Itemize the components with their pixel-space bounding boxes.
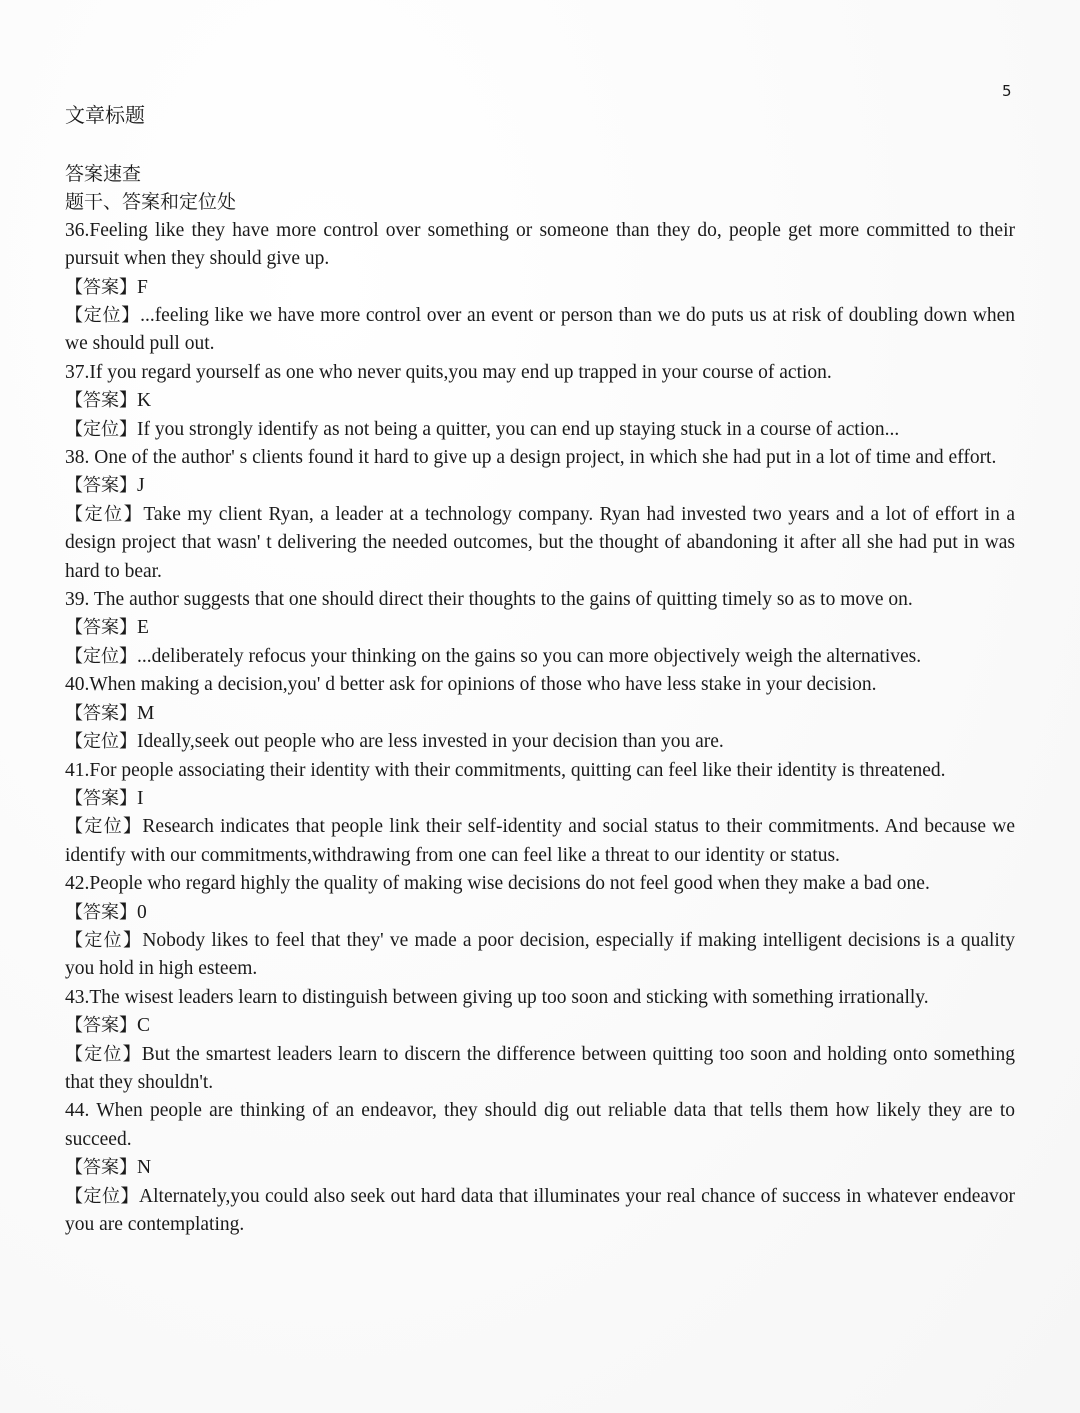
location-text: Research indicates that people link their self-identity and social status to their commitments. And because we identify with our commitments,withdrawing from one can feel like a threat to our identity or status. bbox=[65, 816, 1015, 866]
question-text: 39. The author suggests that one should direct their thoughts to the gains of quitting timely so as to move on. bbox=[65, 589, 913, 611]
location-text: Alternately,you could also seek out hard data that illuminates your real chance of success in whatever endeavor you are contemplating. bbox=[65, 1185, 1015, 1235]
section-heading: 题干、答案和定位处 bbox=[65, 191, 237, 214]
answer-value: J bbox=[137, 475, 145, 497]
answer-value: F bbox=[137, 276, 148, 298]
answer-line bbox=[65, 899, 1015, 927]
location-line bbox=[65, 728, 1015, 756]
location-text: But the smartest leaders learn to discern the difference between quitting too soon and holding onto something that they shouldn't. bbox=[65, 1043, 1015, 1093]
locate-tag: 【定位】 bbox=[65, 503, 144, 525]
location-text: Take my client Ryan, a leader at a technology company. Ryan had invested two years and a lot of effort in a design project that wasn' t delivering the needed outcomes, but the thought of abandoning it after all she had put in was hard to bear. bbox=[65, 503, 1015, 582]
locate-tag: 【定位】 bbox=[65, 1043, 142, 1065]
answer-line bbox=[65, 614, 1015, 642]
answer-tag: 【答案】 bbox=[65, 787, 137, 809]
question-item bbox=[65, 444, 1015, 586]
quick-check-heading: 答案速查 bbox=[65, 163, 142, 185]
answer-value: I bbox=[137, 787, 144, 809]
location-line bbox=[65, 813, 1015, 870]
location-line bbox=[65, 416, 1015, 444]
answer-line bbox=[65, 785, 1015, 813]
location-line bbox=[65, 501, 1015, 586]
question-item bbox=[65, 586, 1015, 671]
location-text: ...deliberately refocus your thinking on the gains so you can more objectively weigh the alternatives. bbox=[137, 645, 922, 667]
answer-tag: 【答案】 bbox=[65, 702, 137, 724]
question-text: 43.The wisest leaders learn to distinguish between giving up too soon and sticking with something irrationally. bbox=[65, 986, 929, 1008]
question-item bbox=[65, 359, 1015, 444]
locate-tag: 【定位】 bbox=[65, 645, 137, 667]
location-line bbox=[65, 643, 1015, 671]
question-item bbox=[65, 870, 1015, 984]
location-text: Nobody likes to feel that they' ve made a poor decision, especially if making intelligent decisions is a quality you hold in high esteem. bbox=[65, 929, 1016, 980]
question-item bbox=[65, 757, 1015, 871]
answer-tag: 【答案】 bbox=[65, 390, 137, 412]
answer-tag: 【答案】 bbox=[65, 475, 137, 497]
document-content bbox=[65, 99, 1015, 1239]
answer-tag: 【答案】 bbox=[65, 276, 137, 298]
question-list bbox=[65, 217, 1015, 1240]
answer-value: C bbox=[137, 1015, 151, 1037]
answer-line bbox=[65, 472, 1015, 500]
location-text: ...feeling like we have more control over an event or person than we do puts us at risk of doubling down when we should pull out. bbox=[65, 305, 1015, 355]
locate-tag: 【定位】 bbox=[65, 1185, 140, 1207]
question-text: 36.Feeling like they have more control over something or someone than they do, people get more committed to their pursuit when they should give up. bbox=[65, 219, 1015, 270]
answer-value: 0 bbox=[137, 901, 147, 923]
answer-value: N bbox=[137, 1157, 152, 1179]
answer-line bbox=[65, 1012, 1015, 1040]
answer-tag: 【答案】 bbox=[65, 617, 137, 639]
location-line bbox=[65, 302, 1015, 359]
question-text: 41.For people associating their identity with their commitments, quitting can feel like their identity is threatened. bbox=[65, 759, 946, 781]
question-item bbox=[65, 984, 1015, 1098]
article-title: 文章标题 bbox=[65, 103, 145, 127]
question-item bbox=[65, 671, 1015, 756]
locate-tag: 【定位】 bbox=[65, 731, 137, 753]
question-item bbox=[65, 1097, 1015, 1239]
location-line bbox=[65, 1041, 1015, 1098]
locate-tag: 【定位】 bbox=[65, 418, 137, 440]
locate-tag: 【定位】 bbox=[65, 816, 143, 838]
answer-line bbox=[65, 274, 1015, 302]
question-text: 40.When making a decision,you' d better ask for opinions of those who have less stake in your decision. bbox=[65, 674, 877, 696]
answer-value: M bbox=[137, 702, 155, 724]
answer-value: K bbox=[137, 390, 152, 412]
locate-tag: 【定位】 bbox=[65, 305, 141, 326]
answer-line bbox=[65, 1154, 1015, 1182]
answer-value: E bbox=[137, 617, 149, 639]
location-text: If you strongly identify as not being a quitter, you can end up staying stuck in a course of action... bbox=[137, 418, 900, 440]
question-text: 37.If you regard yourself as one who never quits,you may end up trapped in your course of action. bbox=[65, 361, 832, 383]
location-text: Ideally,seek out people who are less invested in your decision than you are. bbox=[137, 731, 724, 753]
page-number: 5 bbox=[1002, 82, 1012, 100]
locate-tag: 【定位】 bbox=[65, 929, 143, 951]
question-text: 42.People who regard highly the quality of making wise decisions do not feel good when they make a bad one. bbox=[65, 873, 930, 895]
answer-tag: 【答案】 bbox=[65, 901, 137, 923]
answer-tag: 【答案】 bbox=[65, 1157, 137, 1179]
answer-tag: 【答案】 bbox=[65, 1015, 137, 1037]
location-line bbox=[65, 1183, 1015, 1240]
question-text: 38. One of the author' s clients found it hard to give up a design project, in which she had put in a lot of time and effort. bbox=[65, 447, 997, 469]
answer-line bbox=[65, 700, 1015, 728]
location-line bbox=[65, 927, 1015, 984]
question-text: 44. When people are thinking of an endeavor, they should dig out reliable data that tells them how likely they are to succeed. bbox=[65, 1100, 1015, 1150]
answer-line bbox=[65, 387, 1015, 415]
question-item bbox=[65, 217, 1015, 359]
